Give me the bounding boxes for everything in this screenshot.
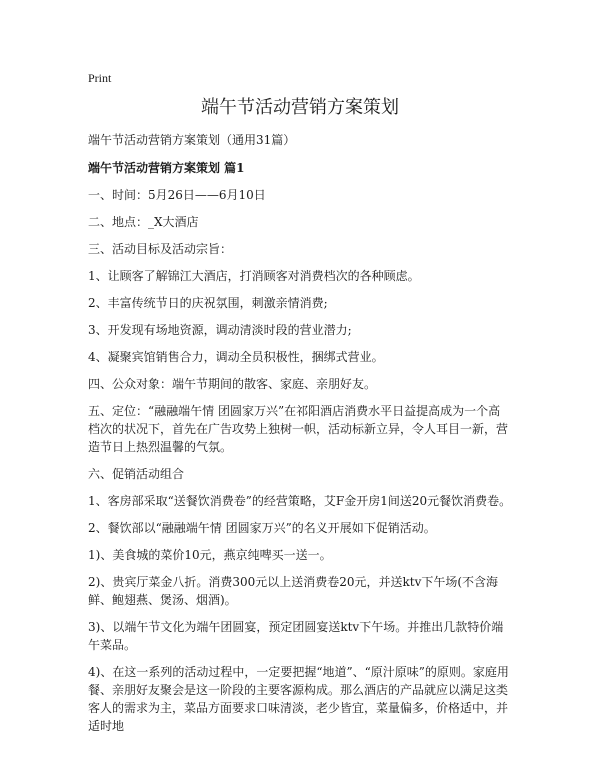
paragraph-promotion-heading: 六、促销活动组合 bbox=[88, 467, 185, 481]
paragraph-time: 一、时间：5月26日——6月10日 bbox=[88, 188, 266, 202]
paragraph-audience: 四、公众对象：端午节期间的散客、家庭、亲朋好友。 bbox=[88, 377, 377, 391]
paragraph-promotion-1: 1、客房部采取“送餐饮消费卷”的经营策略，艾F金开房1间送20元餐饮消费卷。 bbox=[88, 494, 512, 508]
paragraph-location: 二、地点：_X大酒店 bbox=[88, 215, 199, 229]
document-content bbox=[88, 131, 512, 744]
paragraph-promotion-2: 2、餐饮部以“融融端午情 团圆家万兴”的名义开展如下促销活动。 bbox=[88, 521, 436, 535]
paragraph-goal-1: 1、让顾客了解锦江大酒店，打消顾客对消费档次的各种顾虑。 bbox=[88, 269, 420, 283]
paragraph-goals-heading: 三、活动目标及活动宗旨： bbox=[88, 242, 233, 256]
print-label: Print bbox=[88, 71, 112, 85]
paragraph-goal-2: 2、丰富传统节日的庆祝氛围，刺激亲情消费; bbox=[88, 296, 328, 310]
section-heading: 端午节活动营销方案策划 篇1 bbox=[88, 161, 245, 175]
paragraph-detail-4: 4)、在这一系列的活动过程中，一定要把握“地道”、“原汁原味”的原则。家庭用餐、亲朋好友聚会是这一阶段的主要客源构成。那么酒店的产品就应以满足这类客人的需求为主，菜品方面要求口味清淡，老少皆宜，菜量偏多，价格适中，并适时地 bbox=[88, 665, 509, 733]
paragraph-goal-4: 4、凝聚宾馆销售合力，调动全员积极性，捆绑式营业。 bbox=[88, 350, 384, 364]
paragraph-positioning: 五、定位：“融融端午情 团圆家万兴”在祁阳酒店消费水平日益提高成为一个高档次的状况下，首先在广告攻势上独树一帜，活动标新立异，令人耳目一新，营造节日上热烈温馨的气氛。 bbox=[88, 404, 509, 454]
paragraph-goal-3: 3、开发现有场地资源，调动清淡时段的营业潜力; bbox=[88, 323, 352, 337]
paragraph-detail-3: 3)、以端午节文化为端午团圆宴，预定团圆宴送ktv下午场。并推出几款特价端午菜品。 bbox=[88, 620, 504, 652]
paragraph-detail-2: 2)、贵宾厅菜金八折。消费300元以上送消费卷20元，并送ktv下午场(不含海鲜、鲍翅燕、煲汤、烟酒)。 bbox=[88, 575, 499, 607]
paragraph-detail-1: 1)、美食城的菜价10元，燕京纯啤买一送一。 bbox=[88, 548, 332, 562]
document-subtitle: 端午节活动营销方案策划（通用31篇） bbox=[88, 133, 296, 147]
page-title: 端午节活动营销方案策划 bbox=[201, 97, 399, 118]
